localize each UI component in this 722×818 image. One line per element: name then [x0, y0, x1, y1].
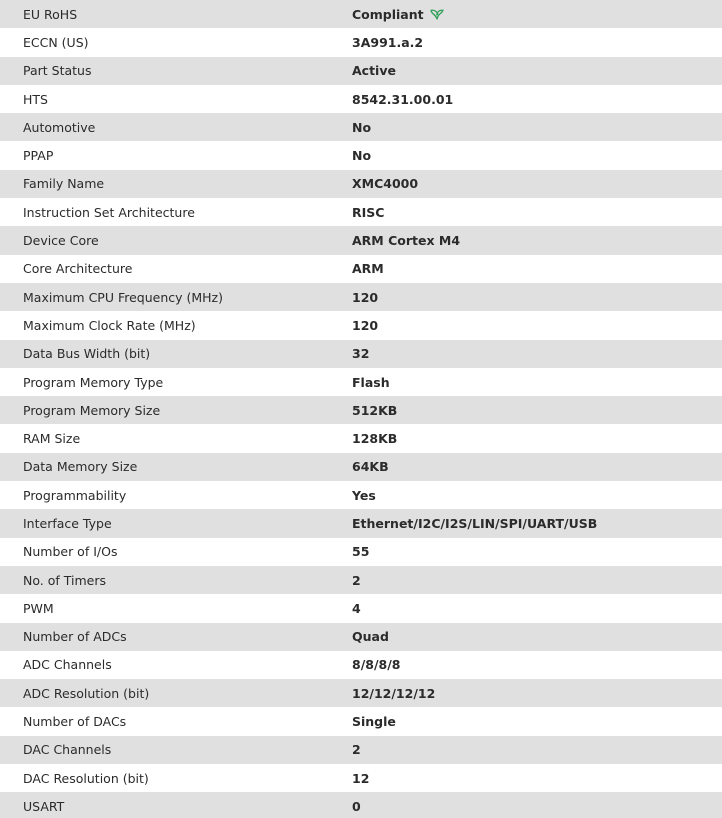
spec-row-adc-resolution: [0, 679, 722, 707]
spec-row-max-cpu-frequency: [0, 283, 722, 311]
spec-row-ppap: [0, 141, 722, 169]
spec-value: Quad: [352, 629, 389, 645]
spec-label: DAC Channels: [23, 742, 112, 758]
spec-label: Device Core: [23, 233, 99, 249]
spec-label: RAM Size: [23, 431, 81, 447]
spec-row-eu-rohs: [0, 0, 722, 28]
spec-label: ADC Resolution (bit): [23, 685, 150, 701]
spec-label: Data Memory Size: [23, 459, 138, 475]
spec-value: 120: [352, 289, 379, 305]
spec-row-device-core: [0, 226, 722, 254]
spec-value: 12: [352, 770, 370, 786]
spec-value: Ethernet/I2C/I2S/LIN/SPI/UART/USB: [352, 515, 598, 531]
spec-value: RISC: [352, 204, 385, 220]
spec-value: No: [352, 148, 372, 164]
spec-value-container: [352, 7, 444, 22]
spec-label: Instruction Set Architecture: [23, 204, 195, 220]
spec-label: ADC Channels: [23, 657, 112, 673]
spec-label: Part Status: [23, 63, 92, 79]
spec-value: 8/8/8/8: [352, 657, 401, 673]
spec-value: Compliant: [352, 6, 424, 22]
spec-value: Single: [352, 714, 396, 730]
spec-value: 64KB: [352, 459, 389, 475]
spec-row-hts: [0, 85, 722, 113]
spec-label: DAC Resolution (bit): [23, 770, 149, 786]
spec-label: PWM: [23, 600, 54, 616]
spec-label: Core Architecture: [23, 261, 133, 277]
spec-value: Yes: [352, 487, 376, 503]
spec-row-program-memory-size: [0, 396, 722, 424]
spec-row-data-memory-size: [0, 453, 722, 481]
spec-row-dac-resolution: [0, 764, 722, 792]
spec-value: 55: [352, 544, 370, 560]
spec-row-dac-channels: [0, 736, 722, 764]
spec-row-number-of-adcs: [0, 623, 722, 651]
spec-row-automotive: [0, 113, 722, 141]
spec-row-core-architecture: [0, 255, 722, 283]
spec-value: 120: [352, 317, 379, 333]
spec-row-part-status: [0, 57, 722, 85]
spec-row-program-memory-type: [0, 368, 722, 396]
spec-label: Programmability: [23, 487, 127, 503]
spec-row-max-clock-rate: [0, 311, 722, 339]
spec-row-ram-size: [0, 424, 722, 452]
spec-value: 2: [352, 742, 361, 758]
spec-row-pwm: [0, 594, 722, 622]
spec-label: Maximum CPU Frequency (MHz): [23, 289, 223, 305]
spec-row-number-of-dacs: [0, 707, 722, 735]
spec-label: Number of I/Os: [23, 544, 118, 560]
spec-label: Data Bus Width (bit): [23, 346, 151, 362]
leaf-icon: [430, 8, 444, 20]
spec-row-eccn-us: [0, 28, 722, 56]
spec-label: PPAP: [23, 148, 54, 164]
spec-row-programmability: [0, 481, 722, 509]
spec-value: ARM Cortex M4: [352, 233, 461, 249]
spec-row-no-of-timers: [0, 566, 722, 594]
spec-label: Maximum Clock Rate (MHz): [23, 317, 196, 333]
spec-label: Program Memory Size: [23, 402, 161, 418]
spec-value: 4: [352, 600, 361, 616]
spec-label: Program Memory Type: [23, 374, 164, 390]
spec-row-number-of-ios: [0, 538, 722, 566]
spec-value: No: [352, 119, 372, 135]
spec-label: Family Name: [23, 176, 105, 192]
spec-row-usart: [0, 792, 722, 818]
spec-value: 3A991.a.2: [352, 34, 424, 50]
spec-value: Active: [352, 63, 396, 79]
spec-value: 12/12/12/12: [352, 685, 436, 701]
spec-value: 0: [352, 798, 361, 814]
spec-value: 512KB: [352, 402, 398, 418]
spec-row-data-bus-width: [0, 340, 722, 368]
spec-row-interface-type: [0, 509, 722, 537]
spec-row-family-name: [0, 170, 722, 198]
spec-label: No. of Timers: [23, 572, 106, 588]
spec-label: ECCN (US): [23, 34, 89, 50]
spec-value: ARM: [352, 261, 384, 277]
spec-value: XMC4000: [352, 176, 419, 192]
spec-row-isa: [0, 198, 722, 226]
spec-value: 2: [352, 572, 361, 588]
spec-label: Interface Type: [23, 515, 112, 531]
spec-value: 8542.31.00.01: [352, 91, 454, 107]
spec-label: USART: [23, 798, 65, 814]
spec-label: Number of ADCs: [23, 629, 127, 645]
spec-label: EU RoHS: [23, 6, 78, 22]
spec-label: Number of DACs: [23, 714, 127, 730]
spec-value: 128KB: [352, 431, 398, 447]
spec-label: Automotive: [23, 119, 96, 135]
spec-label: HTS: [23, 91, 48, 107]
spec-value: 32: [352, 346, 370, 362]
spec-value: Flash: [352, 374, 390, 390]
spec-row-adc-channels: [0, 651, 722, 679]
